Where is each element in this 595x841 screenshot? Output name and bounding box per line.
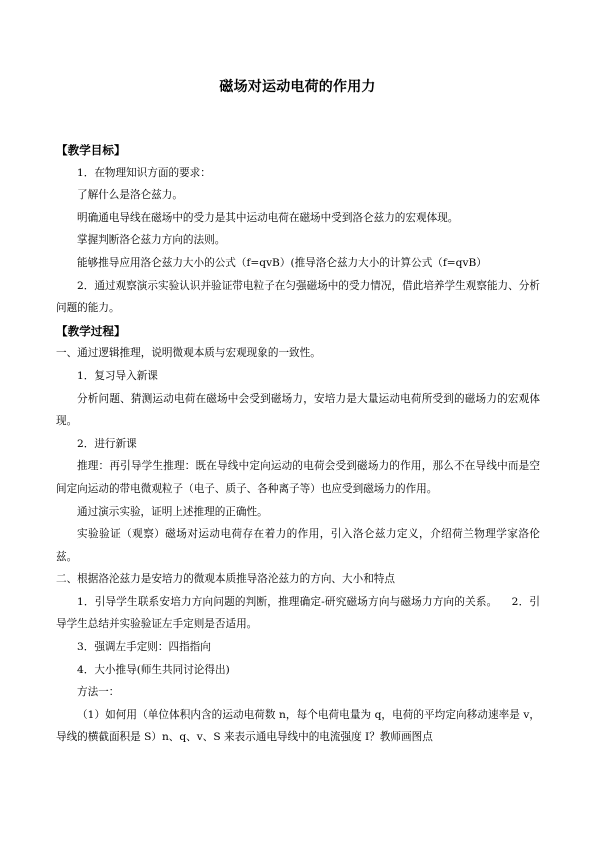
objective-item-2: 2．通过观察演示实验认识并验证带电粒子在匀强磁场中的受力情况，借此培养学生观察能力、分析问题的能力。 (56, 279, 540, 315)
process-part-2: 二、根据洛沦兹力是安培力的微观本质推导洛沦兹力的方向、大小和特点 (56, 573, 395, 586)
process-step-2-text: 推理：再引导学生推理：既在导线中定向运动的电荷会受到磁场力的作用，那么不在导线中而是空间定向运动的带电微观粒子（电子、质子、各种离子等）也应受到磁场力的作用。 (56, 460, 540, 495)
objective-item-1c: 掌握判断洛仑兹力方向的法则。 (77, 234, 226, 247)
process-part-2-item-4: 4．大小推导(师生共同讨论得出) (77, 663, 230, 676)
objective-item-1b: 明确通电导线在磁场中的受力是其中运动电荷在磁场中受到洛仑兹力的宏观体现。 (77, 211, 459, 224)
objectives-heading: 【教学目标】 (56, 143, 126, 157)
process-step-1-text: 分析问题、猜测运动电荷在磁场中会受到磁场力，安培力是大量运动电荷所受到的磁场力的宏观体现。 (56, 392, 540, 428)
process-part-2-item-1: 1．引导学生联系安培力方向问题的判断，推理确定-研究磁场方向与磁场力方向的关系。 (77, 595, 498, 608)
document-body (56, 139, 540, 749)
objective-item-1a: 了解什么是洛仑兹力。 (77, 189, 183, 202)
process-method-label: 方法一： (77, 686, 120, 699)
document-title: 磁场对运动电荷的作用力 (219, 79, 376, 95)
process-part-2-combined (56, 591, 540, 636)
process-step-2: 2．进行新课 (77, 437, 137, 450)
process-verify-text: 实验验证（观察）磁场对运动电荷存在着力的作用，引入洛仑兹力定义，介绍荷兰物理学家洛伦兹。 (56, 528, 540, 563)
process-heading: 【教学过程】 (56, 323, 126, 338)
objective-item-1-intro: 1．在物理知识方面的要求： (77, 166, 211, 179)
process-part-1: 一、通过逻辑推理，说明微观本质与宏观现象的一致性。 (56, 347, 321, 360)
objective-item-1d: 能够推导应用洛仑兹力大小的公式（f=qvB）(推导洛仑兹力大小的计算公式（f=qvB） (77, 256, 487, 269)
process-method-text: （1）如何用（单位体积内含的运动电荷数 n，每个电荷电量为 q，电荷的平均定向移动速率是 v，导线的横截面积是 S）n、q、v、S 来表示通电导线中的电流强度 I？教师画图点 (56, 708, 540, 744)
process-step-1: 1．复习导入新课 (77, 369, 158, 382)
process-part-2-item-3: 3．强调左手定则：四指指向 (77, 641, 211, 654)
process-demo-text: 通过演示实验，证明上述推理的正确性。 (77, 505, 268, 518)
process-part-2-item-2: 2．引导学生总结并实验验证左手定则是否适用。 (56, 595, 540, 631)
